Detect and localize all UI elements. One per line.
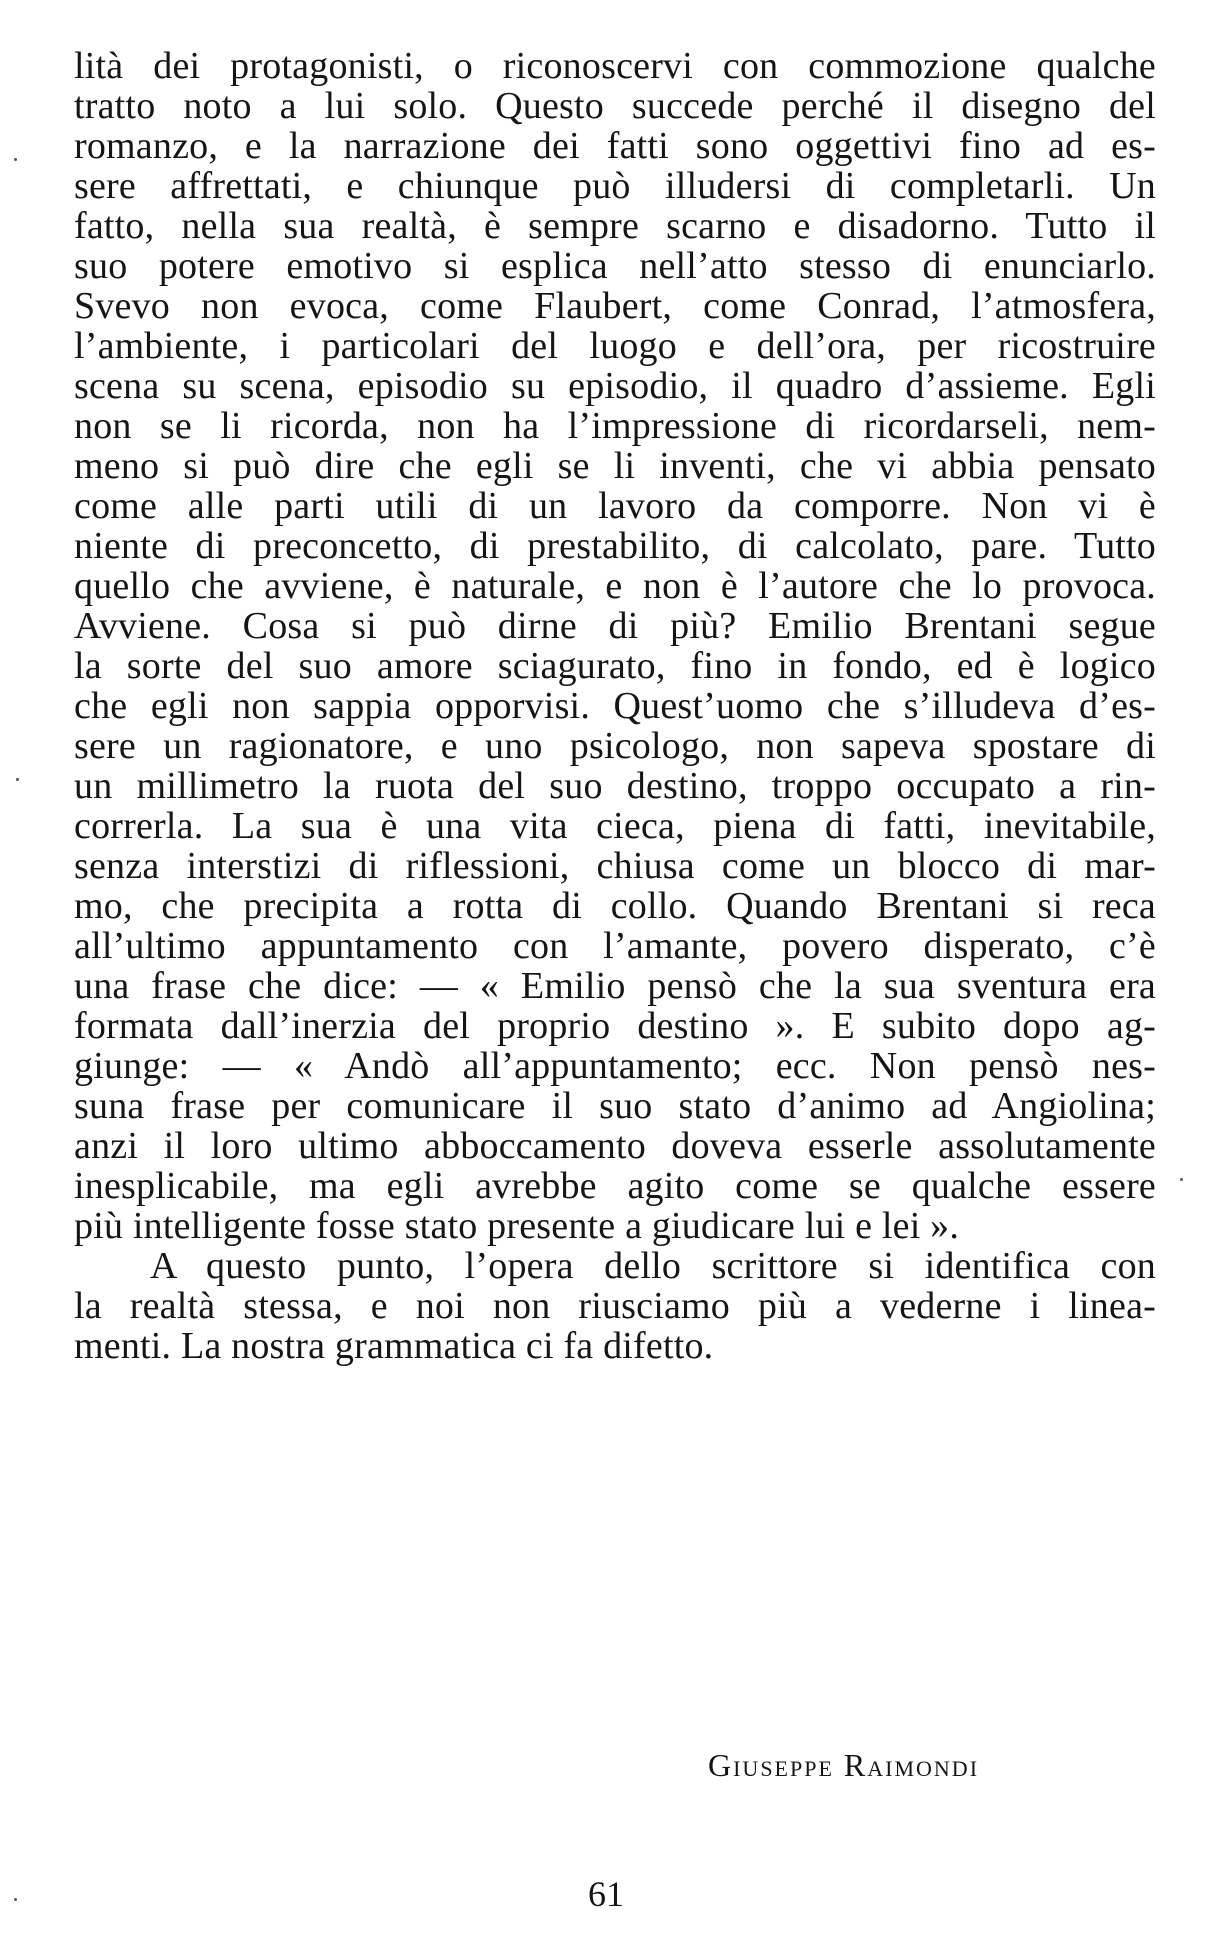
text-line: una frase che dice: — « Emilio pensò che la sua sventura era (74, 965, 1156, 1007)
page-number: 61 (588, 1874, 624, 1914)
text-line: niente di preconcetto, di prestabilito, di calcolato, pare. Tutto (74, 525, 1156, 567)
text-line: romanzo, e la narrazione dei fatti sono oggettivi fino ad es- (74, 125, 1156, 167)
author-signature: Giuseppe Raimondi (708, 1747, 980, 1783)
scan-speck (14, 158, 17, 161)
text-line: quello che avviene, è naturale, e non è l’autore che lo provoca. (74, 565, 1156, 607)
text-line: inesplicabile, ma egli avrebbe agito come se qualche essere (74, 1165, 1156, 1207)
text-line: senza interstizi di riflessioni, chiusa come un blocco di mar- (74, 845, 1156, 887)
text-line: menti. La nostra grammatica ci fa difetto. (74, 1325, 714, 1367)
text-line: formata dall’inerzia del proprio destino ». E subito dopo ag- (74, 1005, 1156, 1047)
text-line: correrla. La sua è una vita cieca, piena di fatti, inevitabile, (74, 805, 1156, 847)
text-line: giunge: — « Andò all’appuntamento; ecc. Non pensò nes- (74, 1045, 1156, 1087)
text-line: anzi il loro ultimo abboccamento doveva esserle assolutamente (74, 1125, 1156, 1167)
text-line: Svevo non evoca, come Flaubert, come Conrad, l’atmosfera, (74, 285, 1156, 327)
text-line: la sorte del suo amore sciagurato, fino in fondo, ed è logico (74, 645, 1156, 687)
text-line: sere affrettati, e chiunque può illudersi di completarli. Un (74, 165, 1156, 207)
text-line: suna frase per comunicare il suo stato d’animo ad Angiolina; (74, 1085, 1156, 1127)
text-line: l’ambiente, i particolari del luogo e dell’ora, per ricostruire (74, 325, 1156, 367)
text-line: Avviene. Cosa si può dirne di più? Emilio Brentani segue (74, 605, 1156, 647)
paragraph-start-line: A questo punto, l’opera dello scrittore si identifica con (150, 1245, 1156, 1287)
scan-speck (1180, 1178, 1183, 1181)
text-line: meno si può dire che egli se li inventi, che vi abbia pensato (74, 445, 1156, 487)
text-line: non se li ricorda, non ha l’impressione di ricordarseli, nem- (74, 405, 1156, 447)
text-line: lità dei protagonisti, o riconoscervi con commozione qualche (74, 45, 1156, 87)
text-line: un millimetro la ruota del suo destino, troppo occupato a rin- (74, 765, 1156, 807)
text-line: tratto noto a lui solo. Questo succede perché il disegno del (74, 85, 1156, 127)
text-line: più intelligente fosse stato presente a giudicare lui e lei ». (74, 1205, 960, 1247)
text-line: sere un ragionatore, e uno psicologo, non sapeva spostare di (74, 725, 1156, 767)
scan-speck (14, 1898, 17, 1901)
text-line: come alle parti utili di un lavoro da comporre. Non vi è (74, 485, 1156, 527)
text-line: fatto, nella sua realtà, è sempre scarno e disadorno. Tutto il (74, 205, 1156, 247)
text-line: all’ultimo appuntamento con l’amante, povero disperato, c’è (74, 925, 1156, 967)
text-line: scena su scena, episodio su episodio, il quadro d’assieme. Egli (74, 365, 1156, 407)
scan-speck (16, 778, 19, 781)
text-line: la realtà stessa, e noi non riusciamo più a vederne i linea- (74, 1285, 1156, 1327)
text-line: che egli non sappia opporvisi. Quest’uomo che s’illudeva d’es- (74, 685, 1156, 727)
text-line: suo potere emotivo si esplica nell’atto stesso di enunciarlo. (74, 245, 1156, 287)
text-line: mo, che precipita a rotta di collo. Quando Brentani si reca (74, 885, 1156, 927)
